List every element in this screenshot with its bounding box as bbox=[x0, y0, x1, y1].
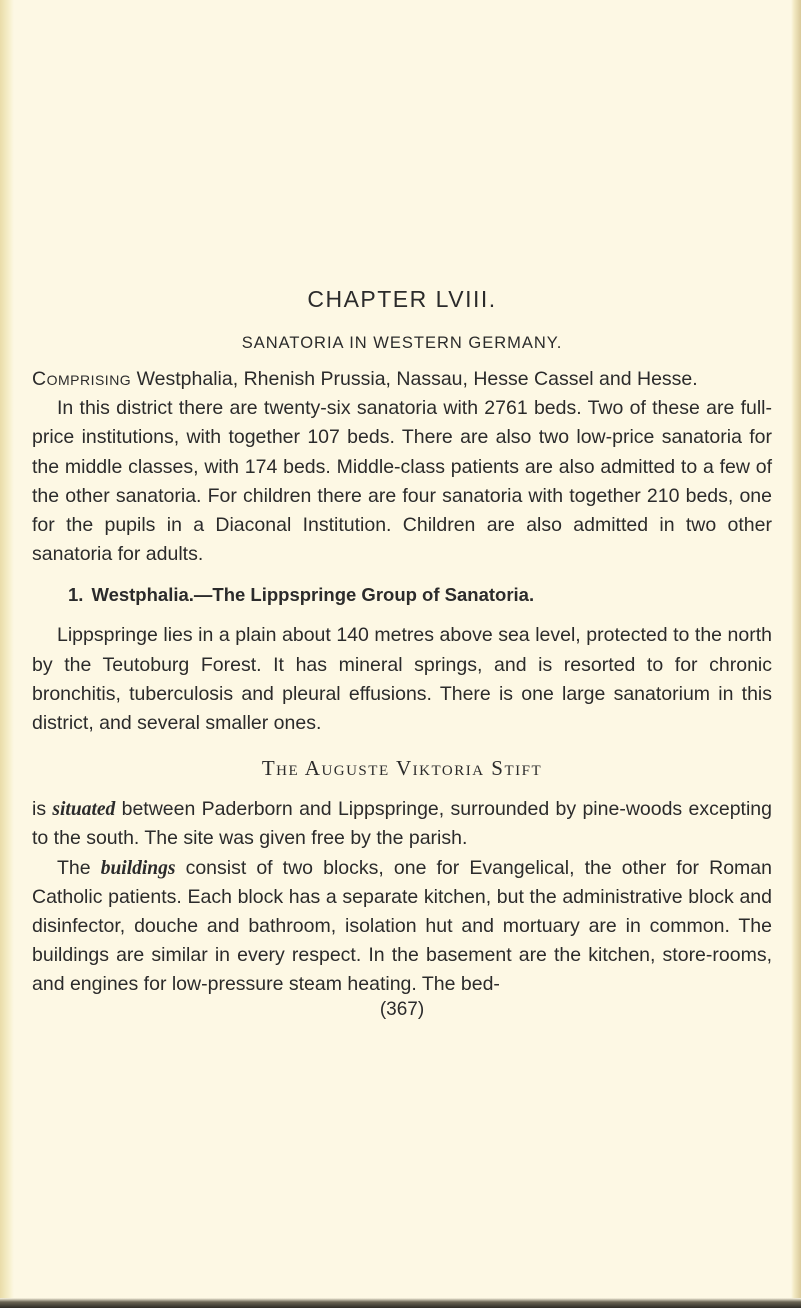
intro-rest: Westphalia, Rhenish Prussia, Nassau, Hesse Cassel and Hesse. bbox=[131, 368, 698, 390]
page-binding-edge bbox=[0, 0, 14, 1308]
buildings-emphasis: buildings bbox=[100, 857, 176, 879]
buildings-after: consist of two blocks, one for Evangelical, the other for Roman Catholic patients. Each block has a separate kitchen, but the administrative block and disinfector, douche and bathroom, isolation hut and mortuary are in common. The buildings are similar in every respect. In the basement are the kitchen, store-rooms, and engines for low-pressure steam heating. The bed- bbox=[32, 856, 772, 996]
section-title: SANATORIA IN WESTERN GERMANY. bbox=[241, 334, 563, 352]
district-paragraph: In this district there are twenty-six sanatoria with 2761 beds. Two of these are full-price institutions, with together 107 beds. There are also two low-price sanatoria for the middle classes, with 174 beds. Middle-class patients are also admitted to a few of the other sanatoria. For children there are four sanatoria with together 210 beds, one for the pupils in a Diaconal Institution. Children are also admitted in two other sanatoria for adults. bbox=[32, 397, 772, 566]
page-bottom-edge bbox=[0, 1298, 801, 1308]
chapter-title: CHAPTER LVIII. bbox=[307, 286, 497, 312]
subheading-text: Westphalia.—The Lippspringe Group of Sanatoria. bbox=[91, 584, 535, 606]
intro-paragraph bbox=[32, 365, 772, 394]
intro-lead: Comprising bbox=[32, 368, 132, 390]
page-number: (367) bbox=[379, 998, 425, 1020]
situated-after: between Paderborn and Lippspringe, surrounded by pine-woods excepting to the south. The site was given free by the parish. bbox=[32, 798, 772, 850]
page-content bbox=[32, 286, 772, 1022]
lippspringe-paragraph: Lippspringe lies in a plain about 140 metres above sea level, protected to the north by the Teutoburg Forest. It has mineral springs, and is resorted to for chronic bronchitis, tuberculosis and pleural effusions. There is one large sanatorium in this district, and several smaller ones. bbox=[32, 624, 772, 735]
situated-before: is bbox=[32, 798, 53, 821]
buildings-paragraph bbox=[32, 854, 772, 1000]
subheading-number: 1. bbox=[68, 584, 84, 606]
situated-emphasis: situated bbox=[52, 799, 116, 821]
page-right-edge bbox=[791, 0, 801, 1308]
situated-paragraph bbox=[32, 795, 772, 853]
subheading-westphalia bbox=[68, 584, 772, 606]
buildings-before: The bbox=[57, 856, 101, 879]
institution-heading: The Auguste Viktoria Stift bbox=[261, 756, 543, 781]
